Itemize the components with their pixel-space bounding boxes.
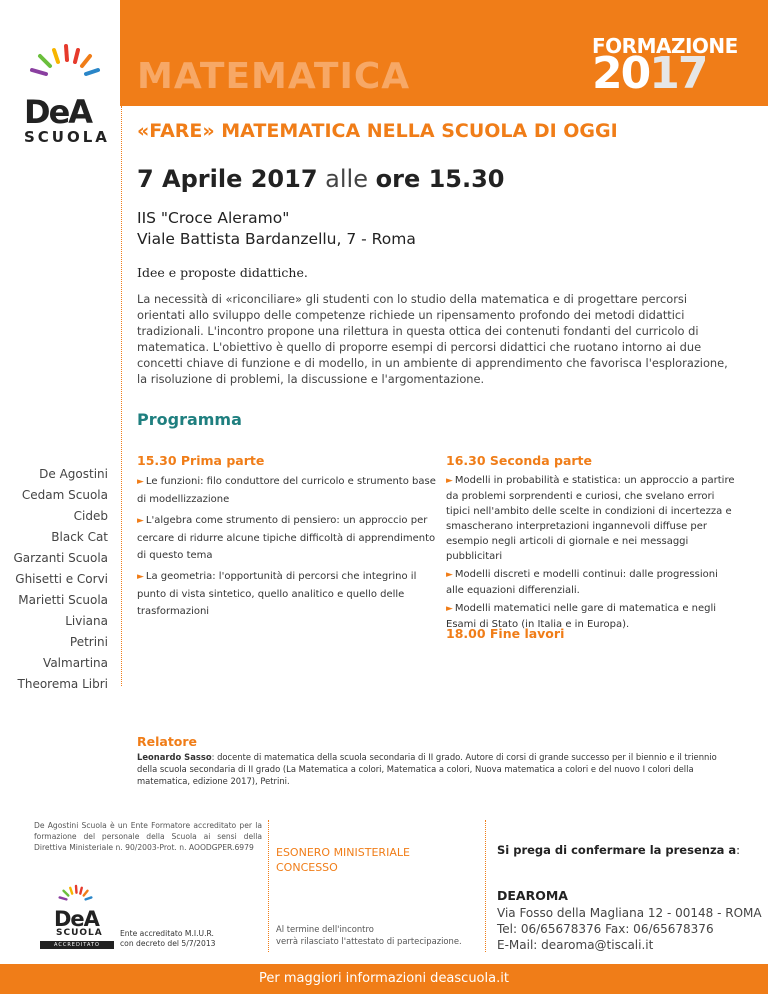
dea-rays-small-icon [56,884,96,908]
contact-info [497,905,762,953]
year-label: 2017 [592,48,707,99]
event-venue: IIS "Croce Aleramo" Viale Battista Bardanzellu, 7 - Roma [137,209,416,248]
dea-logo-small: DeA [54,907,99,931]
scuola-logo-small: SCUOLA [56,928,103,938]
publisher-item: Garzanti Scuola [13,551,108,565]
publisher-item: Cideb [73,509,108,523]
list-item: ► Modelli matematici nelle gare di matematica e negli Esami di Stato (in Italia e in Europa). [446,603,717,630]
part2-title: 16.30 Seconda parte [446,453,593,468]
attestato-text: Al termine dell'incontro verrà rilasciato l'attestato di partecipazione. [276,924,462,946]
part2-list [446,473,736,635]
accreditato-text: Ente accreditato M.I.U.R. con decreto del 5/7/2013 [120,929,216,948]
list-item: ► Le funzioni: filo conduttore del curricolo e strumento base di modellizzazione [137,476,436,505]
dea-rays-icon [26,42,106,92]
dearoma-name: DEAROMA [497,888,568,903]
relatore-title: Relatore [137,734,198,749]
publisher-item: Marietti Scuola [18,593,108,607]
subject-title: MATEMATICA [137,56,411,97]
scuola-logo: SCUOLA [24,128,110,146]
publisher-item: Black Cat [51,530,108,544]
publisher-item: Cedam Scuola [21,488,108,502]
publisher-item: Theorema Libri [17,677,108,691]
publisher-item: Valmartina [43,656,108,670]
dea-logo: DeA [24,93,92,131]
conferma-text: Si prega di confermare la presenza a: [497,843,741,857]
publisher-item: Petrini [69,635,108,649]
relatore-bio: Leonardo Sasso: docente di matematica della scuola secondaria di II grado. Autore di corsi di grande successo per il biennio e il triennio della scuola secondaria di II grado (La Matematica a colori, Matematica a colori, Nuova matematica a colori e del nuovo I colori della matematica, edizione 2017), Petrini. [137,752,717,786]
event-headline: «FARE» MATEMATICA NELLA SCUOLA DI OGGI [137,120,618,142]
divider [268,820,269,952]
divider [485,820,486,952]
part1-list [137,473,437,624]
list-item: ► Modelli discreti e modelli continui: dalle progressioni alle equazioni differenziali. [446,569,718,596]
programma-title: Programma [137,410,242,429]
arrow-icon: ► [137,516,144,526]
publisher-item: Ghisetti e Corvi [15,572,108,586]
event-date: 7 Aprile 2017 alle ore 15.30 [137,165,505,193]
arrow-icon: ► [137,572,144,582]
tagline: Idee e proposte didattiche. [137,265,308,280]
list-item: ► L'algebra come strumento di pensiero: un approccio per cercare di ridurre alcune tipiche difficoltà di apprendimento di questo tema [137,515,436,561]
arrow-icon: ► [137,477,144,487]
phone: Tel: 06/65678376 Fax: 06/65678376 [497,922,714,936]
arrow-icon: ► [446,476,453,486]
esonero-label: ESONERO MINISTERIALE CONCESSO [276,846,410,874]
end-time: 18.00 Fine lavori [446,626,565,641]
footer-link[interactable]: Per maggiori informazioni deascuola.it [259,971,509,986]
intro-paragraph: La necessità di «riconciliare» gli studenti con lo studio della matematica e di progettare percorsi orientati allo sviluppo delle competenze richiede un ripensamento profondo dei metodi didattici tradizionali. L'incontro propone una rilettura in questa ottica dei contenuti fondanti del curricolo di matematica. L'obiettivo è quello di proporre esempi di percorsi didattici che ruotano intorno ai due concetti chiave di funzione e di modello, in un ambiente di apprendimento che favorisca l'esplorazione, la risoluzione di problemi, la discussione e l'argomentazione. [137,292,728,386]
accreditato-badge: ACCREDITATO M.I.U.R. [40,941,114,949]
arrow-icon: ► [446,604,453,614]
publishers-list [0,464,108,695]
formazione-label: FORMAZIONE [592,34,738,58]
list-item: ► La geometria: l'opportunità di percorsi che integrino il punto di vista sintetico, quello analitico e quello delle trasformazioni [137,571,417,617]
ente-formatore-text: De Agostini Scuola è un Ente Formatore accreditato per la formazione del personale della Scuola ai sensi della Direttiva Ministeriale n. 90/2003-Prot. n. AOODGPER.6979 [34,821,262,852]
publisher-item: Liviana [65,614,108,628]
list-item: ► Modelli in probabilità e statistica: un approccio a partire da problemi sorprendenti e curiosi, che svelano errori tipici nell'ambito delle scelte in condizioni di incertezza e smascherano interpretazioni ingannevoli diffuse per esempio negli articoli di giornale e nei messaggi pubblicitari [446,475,735,562]
address: Via Fosso della Magliana 12 - 00148 - ROMA [497,906,762,920]
arrow-icon: ► [446,570,453,580]
part1-title: 15.30 Prima parte [137,453,265,468]
email-link[interactable]: E-Mail: dearoma@tiscali.it [497,938,654,952]
publisher-item: De Agostini [39,467,108,481]
vertical-divider [121,106,122,686]
